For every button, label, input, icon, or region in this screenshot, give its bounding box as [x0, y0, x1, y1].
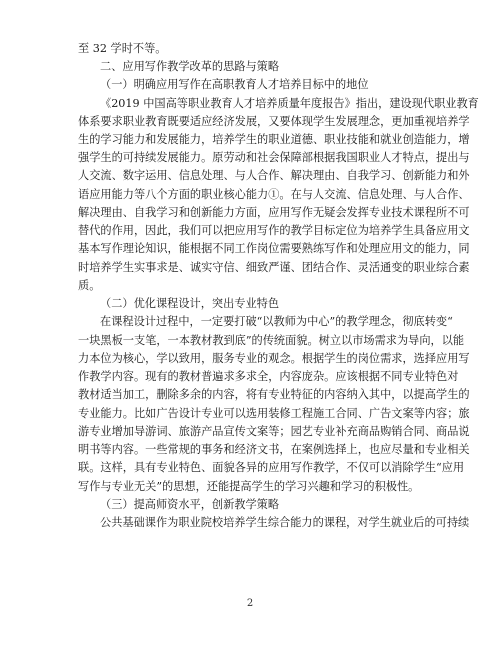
subsection-heading: （三）提高师资水平，创新教学策略: [100, 498, 280, 511]
paragraph-line: 专业能力。比如广告设计专业可以选用装修工程施工合同、广告文案等内容；旅: [78, 407, 470, 420]
paragraph-line: 联。这样，具有专业特色、面貌各异的应用写作教学，不仅可以消除学生“应用: [78, 461, 465, 474]
paragraph-line: 《2019 中国高等职业教育人才培养质量年度报告》指出，建设现代职业教育: [100, 97, 479, 110]
paragraph-line: 力本位为核心，学以致用，服务专业的观念。根据学生的岗位需求，选择应用写: [78, 352, 470, 365]
paragraph-line: 语应用能力等八个方面的职业核心能力①。在与人交流、信息处理、与人合作、: [78, 188, 470, 201]
paragraph-line: 游专业增加导游词、旅游产品宣传文案等；园艺专业补充商品购销合同、商品说: [78, 425, 470, 438]
paragraph-line: 写作与专业无关”的思想，还能提高学生的学习兴趣和学习的积极性。: [78, 480, 420, 493]
paragraph-line: 公共基础课作为职业院校培养学生综合能力的课程，对学生就业后的可持续: [100, 516, 470, 529]
paragraph-line: 明书等内容。一些常规的事务和经济文书，在案例选择上，也应尽量和专业相关: [78, 443, 470, 456]
paragraph-line: 人交流、数字运用、信息处理、与人合作、解决理由、自我学习、创新能力和外: [78, 169, 470, 182]
paragraph-line: 解决理由、自我学习和创新能力方面，应用写作无疑会发挥专业技术课程所不可: [78, 206, 470, 219]
paragraph-line: 一块黑板一支笔，一本教材教到底”的传统面貌。树立以市场需求为导向，以能: [78, 334, 465, 347]
paragraph-line: 替代的作用，因此，我们可以把应用写作的教学目标定位为培养学生具备应用文: [78, 224, 470, 237]
section-heading: 二、应用写作教学改革的思路与策略: [100, 60, 280, 73]
paragraph-line: 质。: [78, 279, 101, 292]
paragraph-line: 强学生的可持续发展能力。原劳动和社会保障部根据我国职业人才特点，提出与: [78, 151, 470, 164]
page-number: 2: [246, 598, 254, 609]
paragraph-line: 生的学习能力和发展能力，培养学生的职业道德、职业技能和就业创造能力，增: [78, 133, 470, 146]
paragraph-line: 时培养学生实事求是、诚实守信、细致严谨、团结合作、灵活通变的职业综合素: [78, 261, 470, 274]
paragraph-line: 至 32 学时不等。: [78, 42, 167, 55]
paragraph-line: 教材适当加工，删除多余的内容，将有专业特征的内容纳入其中，以提高学生的: [78, 388, 470, 401]
paragraph-line: 基本写作理论知识，能根据不同工作岗位需要熟练写作和处理应用文的能力，同: [78, 242, 470, 255]
paragraph-line: 在课程设计过程中，一定要打破“以教师为中心”的教学理念，彻底转变“: [100, 315, 453, 328]
subsection-heading: （一）明确应用写作在高职教育人才培养目标中的地位: [100, 78, 369, 91]
paragraph-line: 作教学内容。现有的教材普遍求多求全，内容庞杂。应该根据不同专业特色对: [78, 370, 459, 383]
subsection-heading: （二）优化课程设计，突出专业特色: [100, 297, 280, 310]
paragraph-line: 体系要求职业教育既要适应经济发展，又要体现学生发展理念，更加重视培养学: [78, 115, 470, 128]
